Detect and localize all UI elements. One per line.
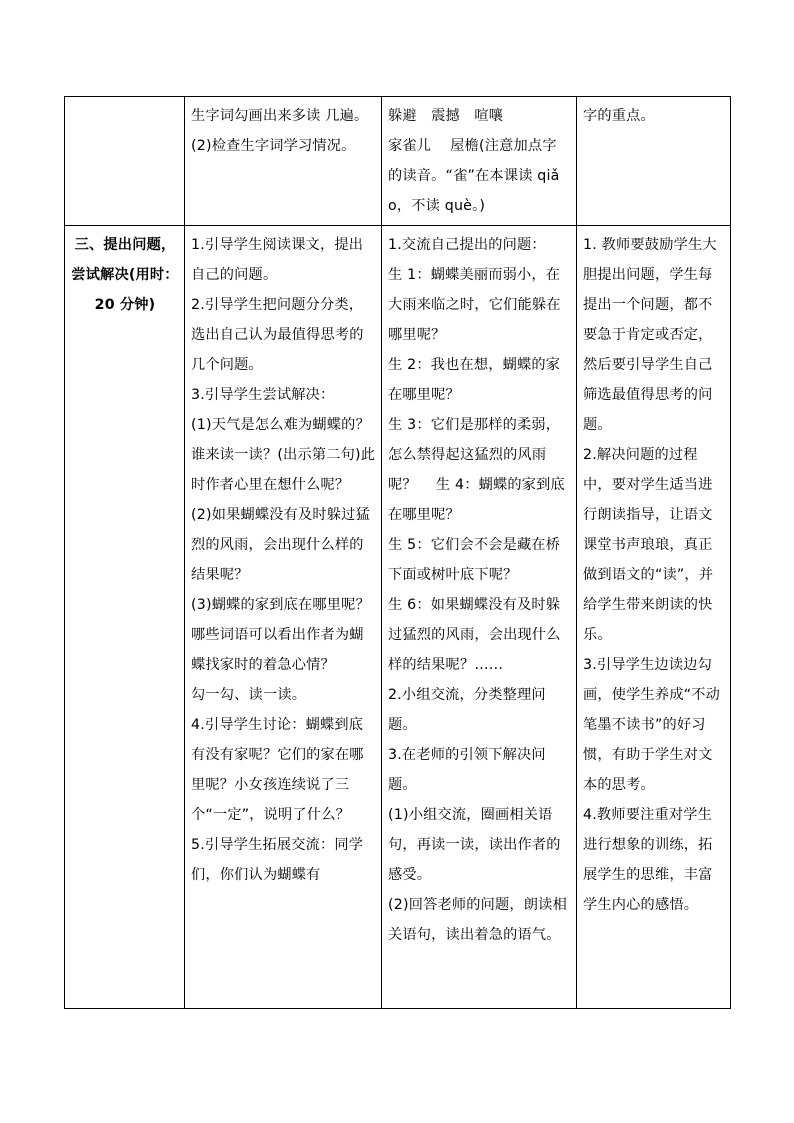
text-line: 生 1：蝴蝶美丽而弱小，在大雨来临之时，它们能躲在哪里呢？ [388, 267, 561, 343]
design-intent-cell [577, 97, 731, 226]
text-line: (2)回答老师的问题，朗读相关语句，读出着急的语气。 [388, 897, 567, 943]
text-line: (1)天气是怎么难为蝴蝶的？谁来读一读？(出示第二句)此时作者心里在想什么呢？ [191, 417, 376, 493]
text-line: 生 6：如果蝴蝶没有及时躲过猛烈的风雨，会出现什么样的结果呢？…… [388, 597, 561, 673]
teacher-activity-cell [185, 226, 382, 1009]
teacher-activity-cell [185, 97, 382, 226]
text-line: 字的重点。 [583, 108, 655, 124]
text-line: 勾一勾、读一读。 [191, 687, 307, 703]
stage-cell-empty [65, 97, 185, 226]
text-line: 生字词勾画出来多读 几遍。 [191, 108, 369, 124]
text-line: 1.交流自己提出的问题： [388, 237, 546, 253]
text-line: 家雀儿 屋檐(注意加点字的读音。“雀”在本课读 qiǎo，不读 què。) [388, 138, 560, 214]
student-activity-cell [382, 226, 577, 1009]
text-line: 2.解决问题的过程中，要对学生适当进行朗读指导，让语文课堂书声琅琅，真正做到语文的“读”，并给学生带来朗读的快乐。 [583, 447, 714, 643]
text-line: (2)检查生字词学习情况。 [191, 138, 356, 154]
text-line: 1.引导学生阅读课文，提出自己的问题。 [191, 237, 364, 283]
table-row [65, 97, 731, 226]
text-line: 2.小组交流，分类整理问题。 [388, 687, 546, 733]
text-line: 2.引导学生把问题分分类，选出自己认为最值得思考的几个问题。 [191, 297, 364, 373]
text-line: 3.在老师的引领下解决问题。 [388, 747, 546, 793]
text-line: 生 3：它们是那样的柔弱，怎么禁得起这猛烈的风雨呢？ 生 4：蝴蝶的家到底在哪里呢？ [388, 417, 565, 523]
text-line: 3.引导学生边读边勾画，使学生养成“不动笔墨不读书”的好习惯，有助于学生对文本的思考。 [583, 657, 721, 793]
stage-title: 三、提出问题，尝试解决(用时：20 分钟) [71, 237, 179, 313]
text-line: 躲避 震撼 喧嚷 [388, 108, 504, 124]
text-line: 生 5：它们会不会是藏在桥下面或树叶底下呢？ [388, 537, 561, 583]
student-activity-cell [382, 97, 577, 226]
text-line: 1. 教师要鼓励学生大胆提出问题，学生每提出一个问题，都不要急于肯定或否定，然后要引导学生自己筛选最值得思考的问题。 [583, 237, 717, 433]
design-intent-cell [577, 226, 731, 1009]
text-line: 生 2：我也在想，蝴蝶的家在哪里呢？ [388, 357, 561, 403]
text-line: 4.教师要注重对学生进行想象的训练，拓展学生的思维，丰富学生内心的感悟。 [583, 807, 713, 913]
text-line: 4.引导学生讨论：蝴蝶到底有没有家呢？它们的家在哪里呢？小女孩连续说了三个“一定”，说明了什么？ [191, 717, 364, 823]
stage-title-cell [65, 226, 185, 1009]
text-line: 3.引导学生尝试解决： [191, 387, 335, 403]
text-line: 5.引导学生拓展交流：同学们，你们认为蝴蝶有 [191, 837, 364, 883]
text-line: (1)小组交流，圈画相关语句，再读一读，读出作者的感受。 [388, 807, 561, 883]
text-line: (2)如果蝴蝶没有及时躲过猛烈的风雨，会出现什么样的结果呢？ [191, 507, 370, 583]
lesson-plan-table [64, 96, 731, 1009]
text-line: (3)蝴蝶的家到底在哪里呢？哪些词语可以看出作者为蝴蝶找家时的着急心情？ [191, 597, 370, 673]
table-row [65, 226, 731, 1009]
